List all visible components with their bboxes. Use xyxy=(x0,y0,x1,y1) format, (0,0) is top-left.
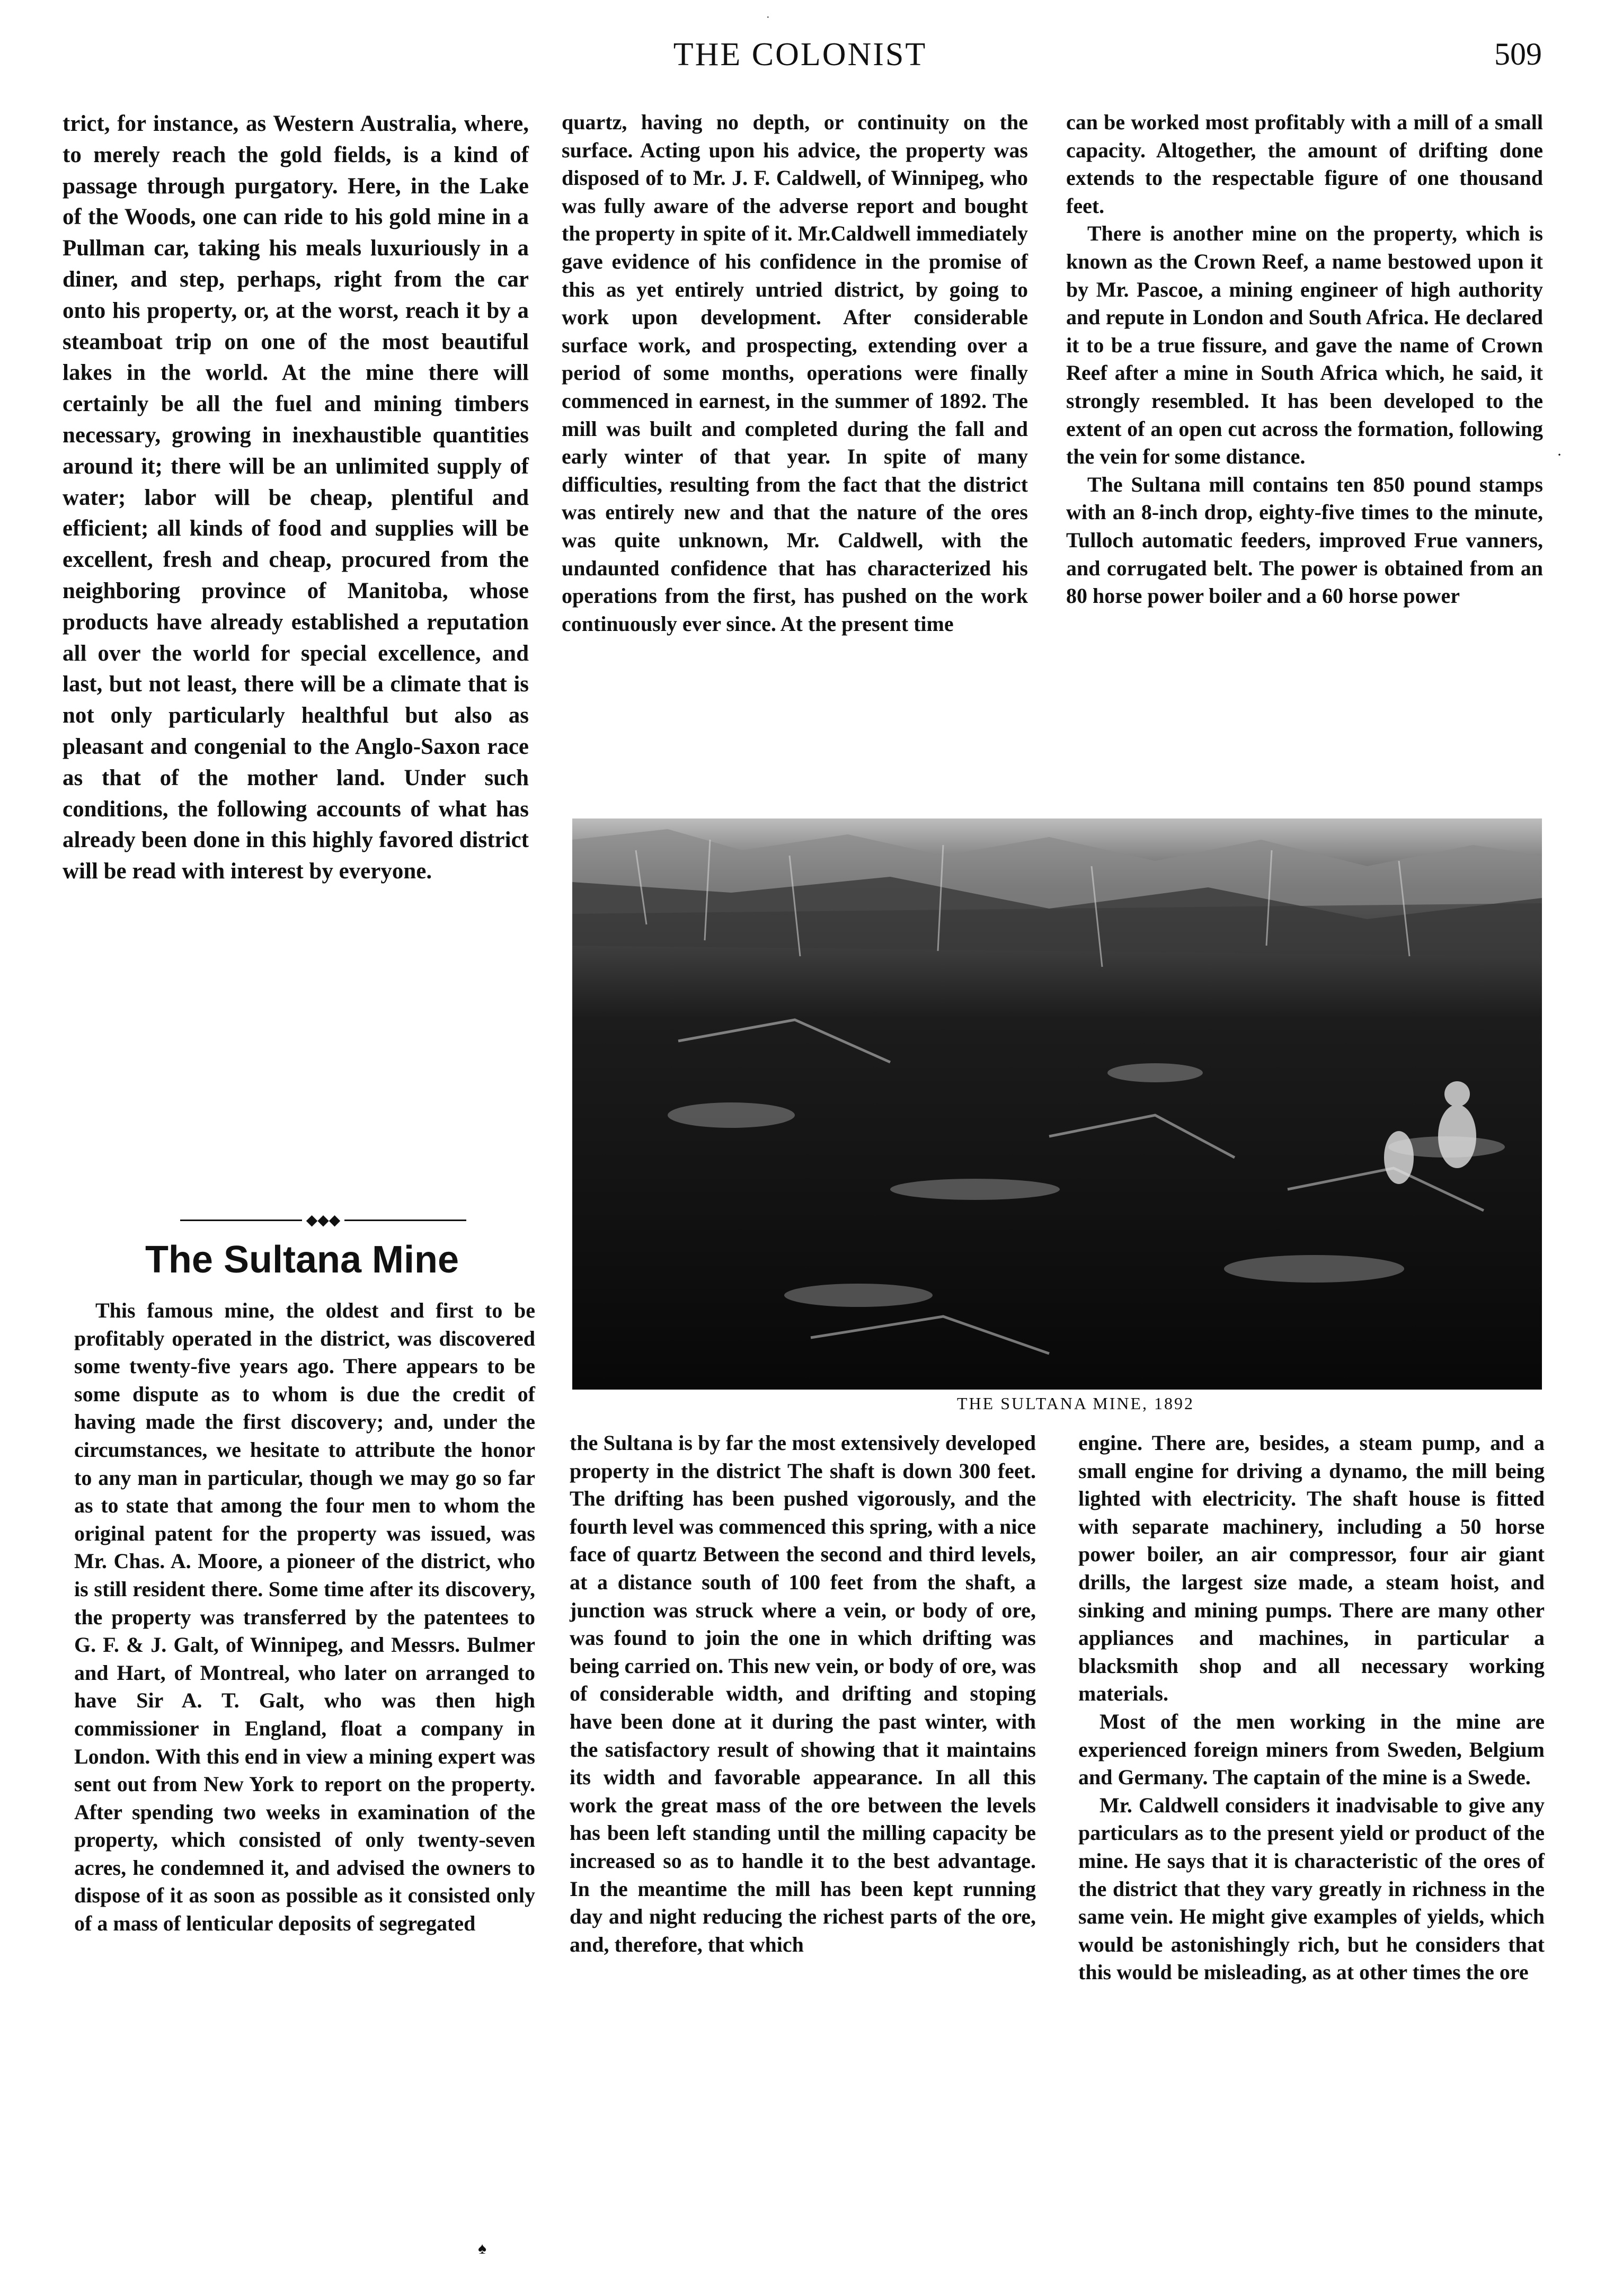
paragraph: This famous mine, the oldest and first to be profitably operated in the district, was discovered some twenty-five years ago. There appears to be some dispute as to whom is due the credit of having made the first discovery; and, under the circumstances, we hesitate to attribute the honor to any man in particular, though we may go so far as to state that among the four men to whom the original patent for the property was issued, was Mr. Chas. A. Moore, a pioneer of the district, who is still resident there. Some time after its discovery, the property was transferred by the patentees to G. F. & J. Galt, of Winnipeg, and Messrs. Bulmer and Hart, of Montreal, who later on arranged to have Sir A. T. Galt, who was then high commissioner in England, float a company in London. With this end in view a mining expert was sent out from New York to report on the property. After spending two weeks in examination of the property, which consisted of only twenty-seven acres, he condemned it, and advised the owners to dispose of it as soon as possible as it consisted only of a mass of lenticular deposits of segregated xyxy=(74,1298,535,1936)
paragraph: can be worked most profitably with a mill of a small capacity. Altogether, the amount of drifting done extends to the respectable figure of one thousand feet. xyxy=(1066,110,1543,218)
page-number: 509 xyxy=(1494,37,1542,72)
section-divider xyxy=(180,1214,466,1227)
section-heading: The Sultana Mine xyxy=(145,1239,459,1281)
paragraph: quartz, having no depth, or continuity on the surface. Acting upon his advice, the property was disposed of to Mr. J. F. Caldwell, of Winnipeg, who was fully aware of the adverse report and bought the property in spite of it. Mr.Caldwell immediately gave evidence of his confidence in the promise of this as yet entirely untried district, by going to work upon development. After considerable surface work, and prospecting, extending over a period of some months, operations were finally commenced in earnest, in the summer of 1892. The mill was built and completed during the fall and early winter of that year. In spite of many difficulties, resulting from the fact that the district was entirely new and that the nature of the ores was quite unknown, Mr. Caldwell, with the undaunted confidence that has characterized his operations from the first, has pushed on the work continuously ever since. At the present time xyxy=(562,110,1028,636)
photo-caption: THE SULTANA MINE, 1892 xyxy=(956,1394,1195,1413)
column-2-bottom xyxy=(570,1429,1036,1959)
paragraph: There is another mine on the property, which is known as the Crown Reef, a name bestowed upon it by Mr. Pascoe, a mining engineer of high authority and repute in London and South Africa. He declared it to be a true fissure, and gave the name of Crown Reef after a mine in South Africa which, he said, it strongly resembled. It has been developed to the extent of an open cut across the formation, following the vein for some distance. xyxy=(1066,221,1543,469)
margin-dot: · xyxy=(1557,446,1562,464)
photo-illustration xyxy=(572,818,1542,1390)
paragraph: The Sultana mill contains ten 850 pound stamps with an 8-inch drop, eighty-five times to the minute, Tulloch automatic feeders, improved Frue vanners, and corrugated belt. The power is obtained from an 80 horse power boiler and a 60 horse power xyxy=(1066,472,1543,608)
column-1-top xyxy=(63,109,529,887)
column-3-top xyxy=(1066,109,1543,610)
footer-ornament-icon: ♠ xyxy=(478,2240,486,2257)
paragraph: Most of the men working in the mine are experienced foreign miners from Sweden, Belgium and Germany. The captain of the mine is a Swede. xyxy=(1078,1709,1545,1790)
column-3-bottom xyxy=(1078,1429,1545,1987)
paragraph: trict, for instance, as Western Australia, where, to merely reach the gold fields, is a kind of passage through purgatory. Here, in the Lake of the Woods, one can ride to his gold mine in a Pullman car, taking his meals luxuriously in a diner, and step, perhaps, right from the car onto his property, or, at the worst, reach it by a steamboat trip on one of the most beautiful lakes in the world. At the mine there will certainly be all the fuel and mining timbers necessary, growing in inexhaustible quantities around it; there will be an unlimited supply of water; labor will be cheap, plentiful and efficient; all kinds of food and supplies will be excellent, fresh and cheap, procured from the neighboring province of Manitoba, whose products have already established a reputation all over the world for special excellence, and last, but not least, there will be a climate that is not only particularly healthful but also as pleasant and congenial to the Anglo-Saxon race as that of the mother land. Under such conditions, the following accounts of what has already been done in this highly favored district will be read with interest by everyone. xyxy=(63,111,529,884)
paragraph: Mr. Caldwell considers it inadvisable to give any particulars as to the present yield or product of the mine. He says that it is characteristic of the ores of the district that they vary greatly in richness in the same vein. He might give examples of yields, which would be astonishingly rich, but he considers that this would be misleading, as at other times the ore xyxy=(1078,1793,1545,1984)
mine-photograph xyxy=(572,818,1542,1390)
column-1-bottom xyxy=(74,1297,535,1938)
page-header xyxy=(0,36,1614,84)
print-mark: · xyxy=(766,12,770,23)
running-title: THE COLONIST xyxy=(673,37,927,73)
paragraph: the Sultana is by far the most extensively developed property in the district The shaft is down 300 feet. The drifting has been pushed vigorously, and the fourth level was commenced this spring, with a nice face of quartz Between the second and third levels, at a distance south of 100 feet from the shaft, a junction was struck where a vein, or body of ore, was found to join the one in which drifting was being carried on. This new vein, or body of ore, was of considerable width, and drifting and stoping have been done at it during the past winter, with the satisfactory result of showing that it maintains its width and favorable appearance. In all this work the great mass of the ore between the levels has been left standing until the milling capacity be increased so as to handle it to the best advantage. In the meantime the mill has been kept running day and night reducing the richest parts of the ore, and, therefore, that which xyxy=(570,1431,1036,1956)
divider-ornament-icon: ◆◆◆ xyxy=(302,1214,344,1227)
column-2-top xyxy=(562,109,1028,638)
paragraph: engine. There are, besides, a steam pump, and a small engine for driving a dynamo, the mill being lighted with electricity. The shaft house is fitted with separate machinery, including a 50 horse power boiler, an air compressor, four air giant drills, the largest size made, a steam hoist, and sinking and mining pumps. There are many other appliances and machines, in particular a blacksmith shop and all necessary working materials. xyxy=(1078,1431,1545,1706)
